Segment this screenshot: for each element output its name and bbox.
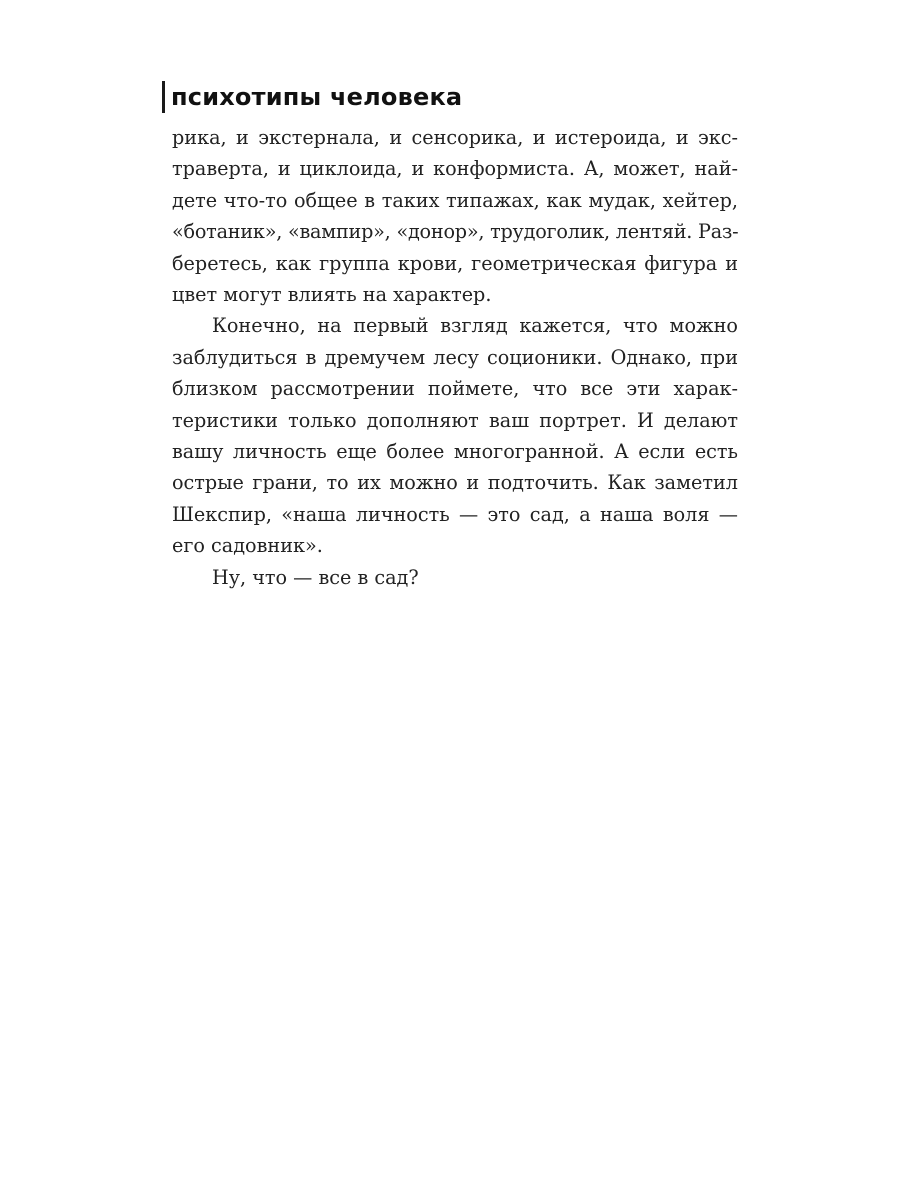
text-line: беретесь, как группа крови, геометрическая фигура и xyxy=(172,251,738,275)
header-title: психотипы человека xyxy=(171,83,463,111)
text-line: траверта, и циклоида, и конформиста. А, может, най- xyxy=(172,157,738,181)
text-line: «ботаник», «вампир», «донор», трудоголик, лентяй. Раз- xyxy=(172,220,739,244)
body-text xyxy=(172,122,738,593)
paragraph-2 xyxy=(172,310,738,561)
text-line: острые грани, то их можно и подточить. Как заметил xyxy=(172,471,738,495)
text-line: Конечно, на первый взгляд кажется, что можно xyxy=(212,314,738,338)
text-line: Ну, что — все в сад? xyxy=(212,565,419,589)
text-line: Шекспир, «наша личность — это сад, а наша воля — xyxy=(172,502,738,526)
paragraph-1 xyxy=(172,122,738,310)
text-line: дете что-то общее в таких типажах, как мудак, хейтер, xyxy=(172,188,738,212)
text-line: его садовник». xyxy=(172,534,323,558)
text-line: цвет могут влиять на характер. xyxy=(172,283,492,307)
paragraph-3 xyxy=(172,562,738,593)
running-header xyxy=(162,80,462,114)
text-line: теристики только дополняют ваш портрет. И делают xyxy=(172,408,738,432)
text-line: заблудиться в дремучем лесу соционики. Однако, при xyxy=(172,345,738,369)
text-line: близком рассмотрении поймете, что все эти харак- xyxy=(172,377,738,401)
text-line: рика, и экстернала, и сенсорика, и истероида, и экс- xyxy=(172,126,738,149)
header-rule xyxy=(162,81,165,113)
text-line: вашу личность еще более многогранной. А если есть xyxy=(172,440,738,464)
